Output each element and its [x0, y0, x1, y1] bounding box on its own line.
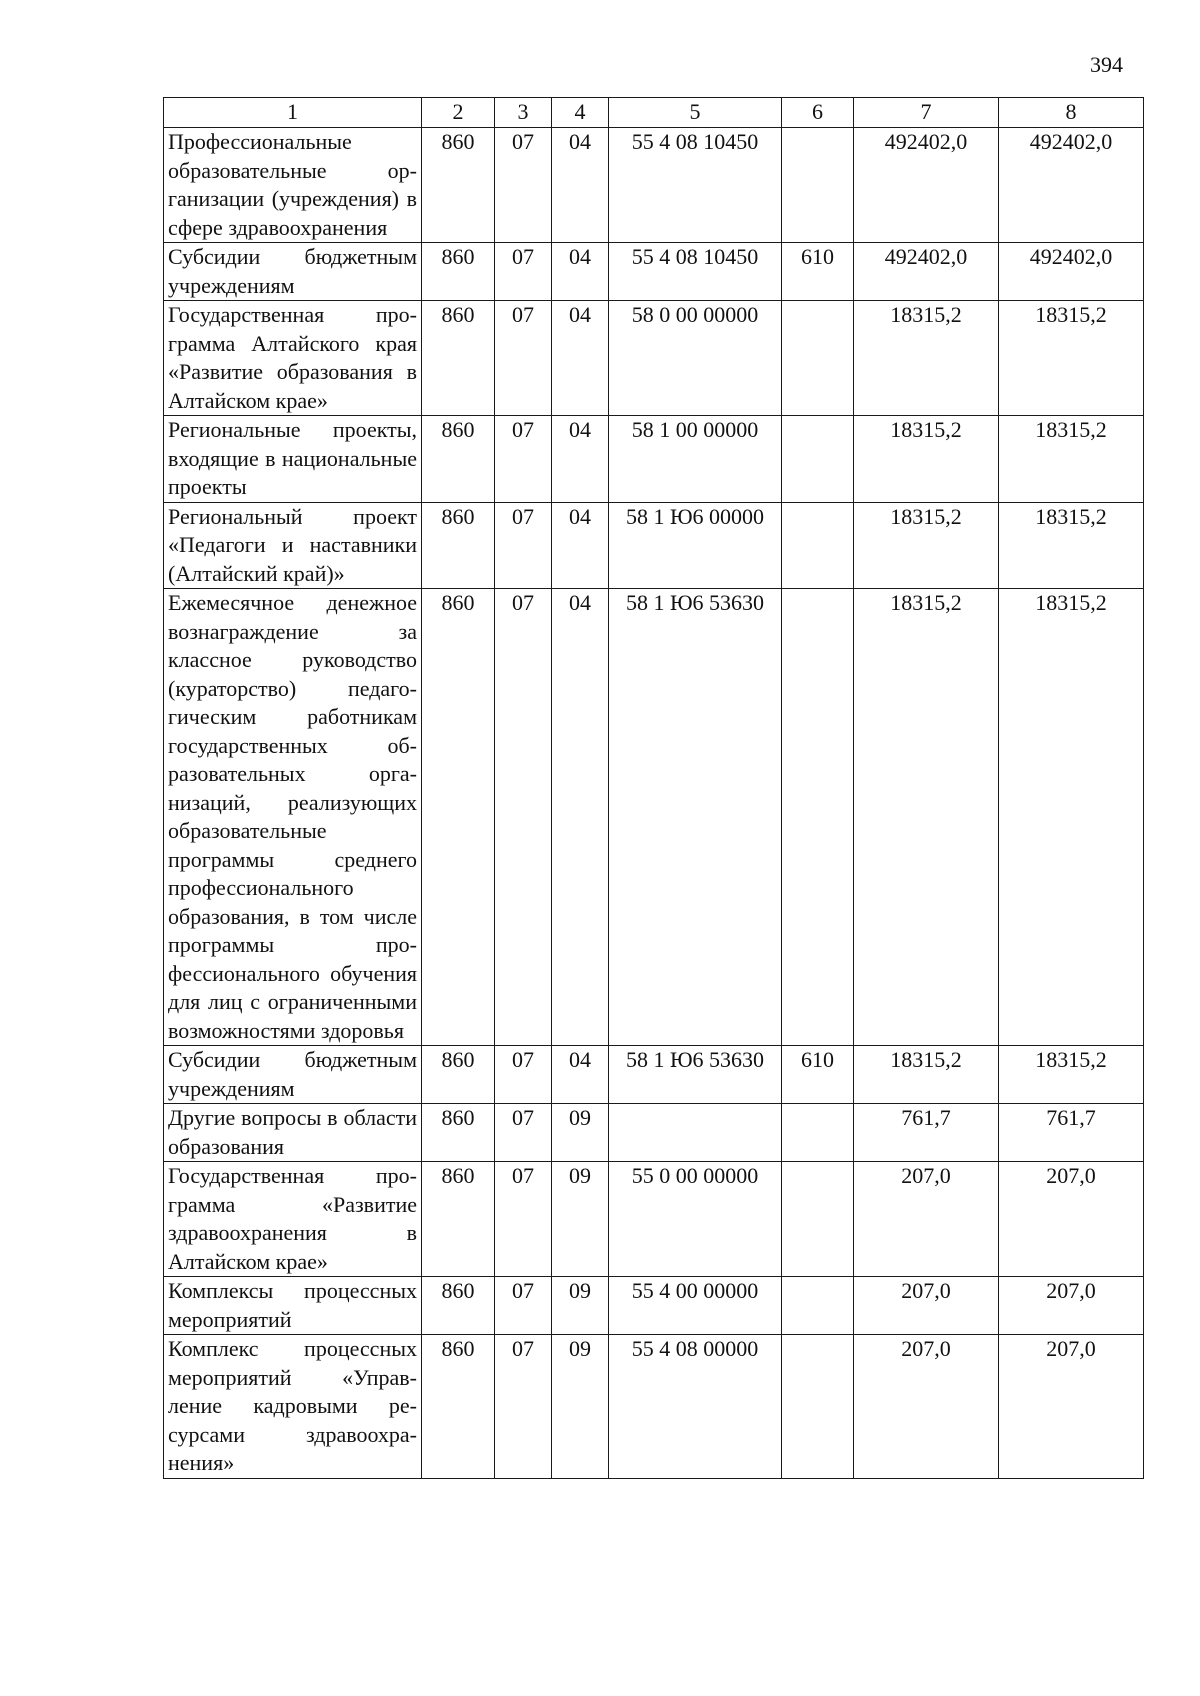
row-target-article: 58 0 00 00000 [609, 301, 782, 416]
header-cell-8: 8 [999, 98, 1144, 128]
page-number: 394 [1090, 52, 1123, 77]
row-amount-col8: 492402,0 [999, 128, 1144, 243]
row-subsection-code: 04 [552, 1046, 609, 1104]
row-expense-type [782, 1104, 854, 1162]
table-row [164, 243, 1144, 301]
row-subsection-code: 04 [552, 128, 609, 243]
row-section-code: 07 [495, 416, 552, 503]
row-ministry-code: 860 [422, 1046, 495, 1104]
row-expense-type [782, 1162, 854, 1277]
row-expense-type [782, 589, 854, 1046]
row-target-article: 58 1 00 00000 [609, 416, 782, 503]
row-subsection-code: 04 [552, 589, 609, 1046]
row-amount-col7: 207,0 [854, 1277, 999, 1335]
row-ministry-code: 860 [422, 1104, 495, 1162]
row-expense-type [782, 1335, 854, 1479]
row-section-code: 07 [495, 1046, 552, 1104]
row-expense-type [782, 416, 854, 503]
row-section-code: 07 [495, 1104, 552, 1162]
header-cell-7: 7 [854, 98, 999, 128]
header-cell-3: 3 [495, 98, 552, 128]
header-row [164, 98, 1144, 128]
row-target-article: 55 4 08 10450 [609, 128, 782, 243]
row-amount-col8: 18315,2 [999, 1046, 1144, 1104]
row-amount-col8: 761,7 [999, 1104, 1144, 1162]
row-name: Региональные проекты, входящие в национальные проекты [164, 416, 422, 503]
table-row [164, 589, 1144, 1046]
row-section-code: 07 [495, 1277, 552, 1335]
row-amount-col7: 207,0 [854, 1162, 999, 1277]
row-amount-col8: 18315,2 [999, 416, 1144, 503]
row-name: Государственная программа «Развитие здравоохранения в Алтайском крае» [164, 1162, 422, 1277]
row-amount-col7: 18315,2 [854, 589, 999, 1046]
row-amount-col8: 18315,2 [999, 589, 1144, 1046]
row-subsection-code: 04 [552, 301, 609, 416]
row-subsection-code: 09 [552, 1104, 609, 1162]
row-name: Другие вопросы в области образования [164, 1104, 422, 1162]
row-ministry-code: 860 [422, 301, 495, 416]
row-name: Государственная программа Алтайского края «Развитие образования в Алтайском крае» [164, 301, 422, 416]
row-amount-col7: 18315,2 [854, 1046, 999, 1104]
row-ministry-code: 860 [422, 416, 495, 503]
row-subsection-code: 09 [552, 1162, 609, 1277]
header-cell-5: 5 [609, 98, 782, 128]
row-section-code: 07 [495, 243, 552, 301]
row-target-article: 58 1 Ю6 00000 [609, 502, 782, 589]
row-name: Ежемесячное денежное вознаграждение за классное руководство (кураторство) педагогическим работникам государственных образовательных организаций, реализующих образовательные программы среднего профессионального образования, в том числе программы профессионального обучения для лиц с ограниченными возможностями здоровья [164, 589, 422, 1046]
row-section-code: 07 [495, 1162, 552, 1277]
table-row [164, 301, 1144, 416]
header-cell-4: 4 [552, 98, 609, 128]
row-section-code: 07 [495, 502, 552, 589]
row-amount-col8: 207,0 [999, 1335, 1144, 1479]
row-ministry-code: 860 [422, 243, 495, 301]
row-amount-col8: 18315,2 [999, 301, 1144, 416]
row-expense-type: 610 [782, 1046, 854, 1104]
budget-table [163, 97, 1144, 1479]
table-row [164, 1277, 1144, 1335]
row-ministry-code: 860 [422, 1277, 495, 1335]
row-target-article: 55 4 00 00000 [609, 1277, 782, 1335]
row-amount-col7: 207,0 [854, 1335, 999, 1479]
row-section-code: 07 [495, 301, 552, 416]
table-row [164, 1162, 1144, 1277]
row-target-article: 55 4 08 10450 [609, 243, 782, 301]
row-subsection-code: 04 [552, 502, 609, 589]
row-ministry-code: 860 [422, 502, 495, 589]
table-row [164, 1046, 1144, 1104]
row-name: Региональный проект «Педагоги и наставники (Алтайский край)» [164, 502, 422, 589]
row-amount-col7: 492402,0 [854, 243, 999, 301]
row-amount-col7: 18315,2 [854, 301, 999, 416]
header-cell-6: 6 [782, 98, 854, 128]
row-section-code: 07 [495, 589, 552, 1046]
row-subsection-code: 09 [552, 1277, 609, 1335]
row-expense-type: 610 [782, 243, 854, 301]
row-amount-col7: 761,7 [854, 1104, 999, 1162]
table-row [164, 1335, 1144, 1479]
table-row [164, 128, 1144, 243]
row-amount-col7: 492402,0 [854, 128, 999, 243]
header-cell-2: 2 [422, 98, 495, 128]
row-name: Комплексы процессных мероприятий [164, 1277, 422, 1335]
row-amount-col8: 492402,0 [999, 243, 1144, 301]
row-name: Субсидии бюджетным учреждениям [164, 1046, 422, 1104]
row-target-article: 58 1 Ю6 53630 [609, 589, 782, 1046]
row-ministry-code: 860 [422, 589, 495, 1046]
row-ministry-code: 860 [422, 1335, 495, 1479]
row-subsection-code: 04 [552, 243, 609, 301]
row-section-code: 07 [495, 1335, 552, 1479]
table-row [164, 416, 1144, 503]
row-name: Комплекс процессных мероприятий «Управление кадровыми ресурсами здравоохранения» [164, 1335, 422, 1479]
row-target-article: 58 1 Ю6 53630 [609, 1046, 782, 1104]
header-cell-1: 1 [164, 98, 422, 128]
row-name: Субсидии бюджетным учреждениям [164, 243, 422, 301]
row-section-code: 07 [495, 128, 552, 243]
row-amount-col8: 18315,2 [999, 502, 1144, 589]
row-target-article: 55 4 08 00000 [609, 1335, 782, 1479]
table-row [164, 502, 1144, 589]
row-subsection-code: 04 [552, 416, 609, 503]
row-ministry-code: 860 [422, 128, 495, 243]
row-expense-type [782, 301, 854, 416]
row-expense-type [782, 128, 854, 243]
row-ministry-code: 860 [422, 1162, 495, 1277]
table-row [164, 1104, 1144, 1162]
row-expense-type [782, 502, 854, 589]
row-amount-col7: 18315,2 [854, 502, 999, 589]
row-subsection-code: 09 [552, 1335, 609, 1479]
row-expense-type [782, 1277, 854, 1335]
row-target-article [609, 1104, 782, 1162]
row-name: Профессиональные образовательные организации (учреждения) в сфере здравоохранения [164, 128, 422, 243]
row-amount-col8: 207,0 [999, 1162, 1144, 1277]
row-target-article: 55 0 00 00000 [609, 1162, 782, 1277]
row-amount-col7: 18315,2 [854, 416, 999, 503]
row-amount-col8: 207,0 [999, 1277, 1144, 1335]
